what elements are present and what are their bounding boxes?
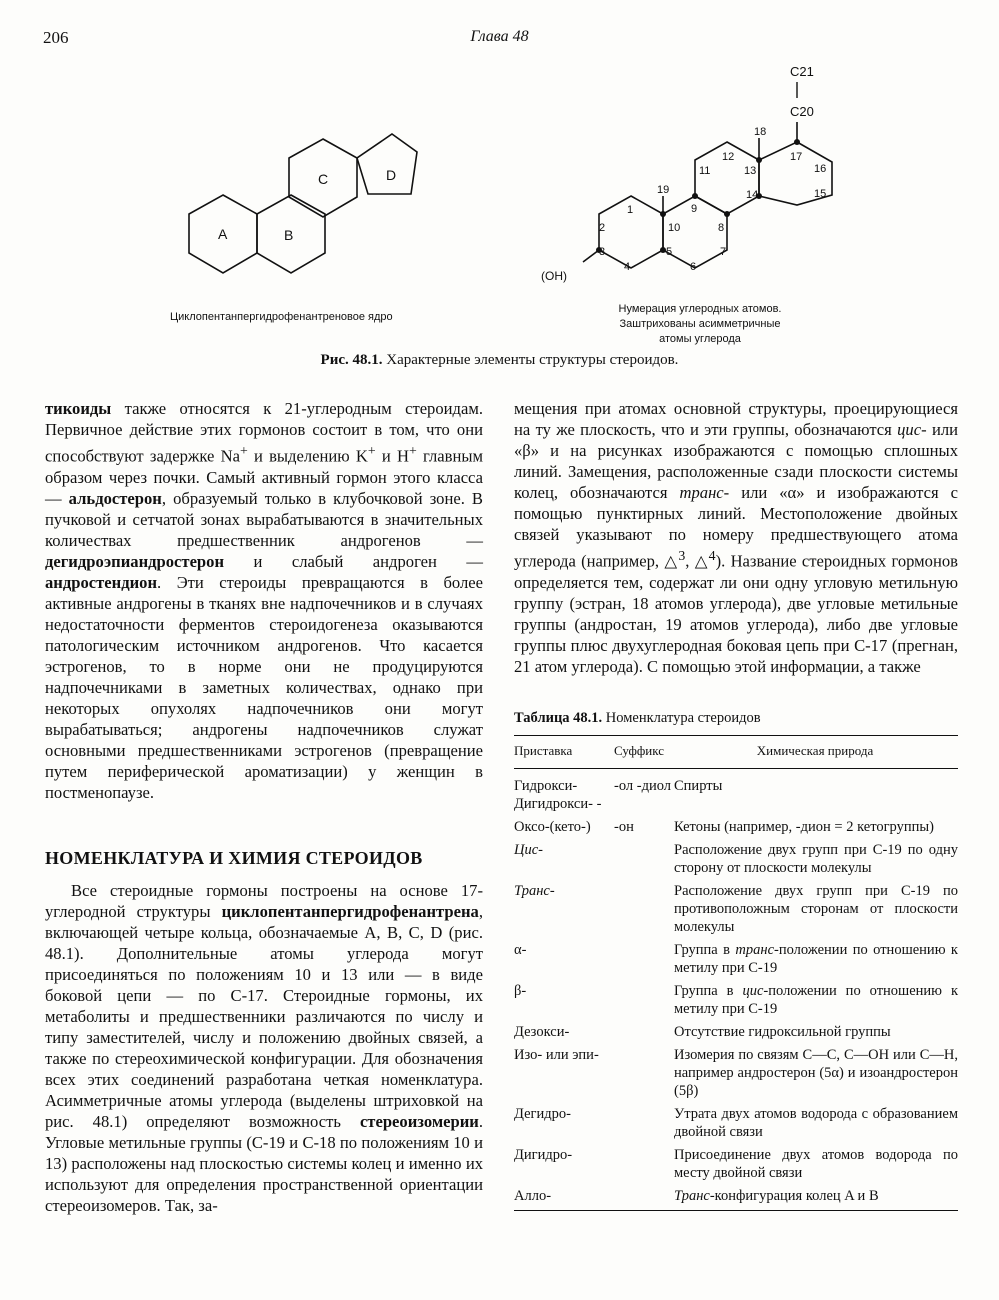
atom-label: 4 [624, 261, 631, 273]
atom-label: 5 [666, 246, 673, 258]
left-column-section-paragraph: Все стероидные гормоны построены на основе 17-углеродной структуры циклопентанпергидрофенантрена, включающей четыре кольца, обозначаемые A, B, C, D (рис. 48.1). Дополнительные атомы углерода могут присоединяться по положениям 10 и 13 или — в виде боковой цепи — по C-17. Стероидные гормоны, их метаболиты и предшественники различаются по числу и типу заместителей, числу и положению двойных связей, а также по стереохимической конфигурации. Для обозначения всех этих соединений разработана четкая номенклатура. Асимметричные атомы углерода (выделены штриховкой на рис. 48.1) определяют возможность стереоизомерии. Угловые метильные группы (C-19 и C-18 по положениям 10 и 13) расположены над плоскостью системы колец и именно их используют для определения пространственной ориентации стереоизомеров. Так, за- [45, 881, 483, 1215]
atom-label: 6 [690, 261, 697, 273]
left-column-paragraph: тикоиды также относятся к 21-углеродным стероидам. Первичное действие этих гормонов состоит в том, что они способствуют задержке Na+ и выделению K+ и H+ главным образом через почки. Самый активный гормон этого класса — альдостерон, образуемый только в клубочковой зоне. В пучковой и сетчатой зонах вырабатываются в значительных количествах предшественник андрогенов — дегидроэпиандростерон и слабый андроген — андростендион. Эти стероиды превращаются в более активные андрогены в тканях вне надпочечников и в случаях недостаточности ферментов стероидогенеза оказываются патологическим источником андрогенов. Что касается эстрогенов, то в норме они не продуцируются надпочечниками в заметных количествах, однако при некоторых опухолях надпочечников они могут вырабатываться; андрогены надпочечников служат основными предшественниками эстрогенов (превращение путем периферической ароматизации) у женщин в постменопаузе. [45, 399, 484, 802]
table-row: Дигидро- Присоединение двух атомов водорода по месту двойной связи [514, 1147, 958, 1181]
atom-label: 10 [668, 222, 681, 234]
atom-label: 18 [754, 126, 767, 138]
ring-label-b: B [284, 227, 294, 243]
atom-label: 1 [627, 204, 634, 216]
page-number: 206 [43, 28, 69, 47]
atom-label: 19 [657, 184, 670, 196]
section-heading: НОМЕНКЛАТУРА И ХИМИЯ СТЕРОИДОВ [45, 848, 423, 868]
table-row: Оксо-(кето-) -он Кетоны (например, -дион = 2 кетогруппы) [514, 819, 934, 835]
running-head: Глава 48 [470, 28, 529, 45]
asymmetric-atom-marker [692, 193, 698, 199]
ring-label-a: A [218, 226, 228, 242]
figure-left-caption: Циклопентанпергидрофенантреновое ядро [170, 311, 393, 323]
asymmetric-atom-marker [794, 139, 800, 145]
table-row: Дезокси- Отсутствие гидроксильной группы [514, 1024, 891, 1040]
steroid-core-diagram [0, 0, 999, 300]
atom-label: 15 [814, 188, 827, 200]
table-header: Приставка [514, 736, 614, 769]
ring-label-d: D [386, 167, 397, 183]
figure-right-caption: Нумерация углеродных атомов. Заштрихованы асимметричные атомы углерода [618, 303, 782, 345]
atom-label: 11 [699, 165, 711, 177]
table-row: β- Группа в цис-положении по отношению к метилу при C-19 [514, 983, 958, 1017]
asymmetric-atom-marker [756, 157, 762, 163]
asymmetric-atom-marker [724, 211, 730, 217]
table-row: α- Группа в транс-положении по отношению к метилу при C-19 [514, 942, 958, 976]
atom-label: 13 [744, 165, 757, 177]
atom-label: 12 [722, 151, 735, 163]
atom-label: 8 [718, 222, 725, 234]
table-row: Цис- Расположение двух групп при C-19 по одну сторону от плоскости молекулы [514, 842, 958, 876]
table-row: Гидрокси- Дигидрокси- - -ол -диол Спирты [514, 778, 723, 812]
atom-label: C20 [790, 104, 814, 119]
table-row: Алло- Транс-конфигурация колец A и B [514, 1187, 958, 1211]
atom-label: 9 [691, 203, 698, 215]
table-row: Дегидро- Утрата двух атомов водорода с образованием двойной связи [514, 1106, 958, 1140]
atom-label: 2 [599, 222, 606, 234]
atom-label: C21 [790, 64, 814, 79]
table-header: Химическая природа [672, 736, 958, 769]
atom-label: 3 [599, 246, 606, 258]
ring-d-pentagon [357, 134, 417, 194]
right-column-paragraph: мещения при атомах основной структуры, проецирующиеся на ту же плоскость, что и эти группы, обозначаются цис- или «β» и на рисунках изображаются с помощью сплошных линий. Замещения, расположенные сзади плоскости системы колец, обозначаются транс- или «α» и изображаются с помощью пунктирных линий. Местоположение двойных связей указывают по номеру предшествующего атома углерода (например, △$^3$, △$^4$). Название стероидных гормонов определяется тем, содержат ли они одну угловую метильную группу (эстран, 18 атомов углерода), две угловые метильные группы (андростан, 19 атомов углерода), либо две угловые группы плюс двухуглеродная боковая цепь при C-17 (прегнан, 21 атом углерода). С помощью этой информации, а также [514, 399, 959, 676]
atom-label: 7 [720, 246, 727, 258]
hydroxyl-label: (OH) [541, 269, 567, 283]
table-row: Транс- Расположение двух групп при C-19 по противоположным сторонам от плоскости молекулы [514, 883, 958, 935]
asymmetric-atom-marker [660, 211, 666, 217]
table-row: Изо- или эпи- Изомерия по связям C—C, C—OH или C—H, например андростерон (5α) и изоандростерон (5β) [514, 1047, 958, 1099]
nomenclature-table [514, 735, 958, 1211]
numbered-steroid-diagram [583, 122, 832, 268]
atom-label: 16 [814, 163, 827, 175]
table-title: Таблица 48.1. Номенклатура стероидов [514, 710, 761, 726]
table-header: Суффикс [614, 736, 672, 769]
atom-label: 17 [790, 151, 803, 163]
figure-caption: Рис. 48.1. Характерные элементы структуры стероидов. [320, 352, 679, 368]
atom-label: 14 [746, 189, 759, 201]
ring-label-c: C [318, 171, 329, 187]
